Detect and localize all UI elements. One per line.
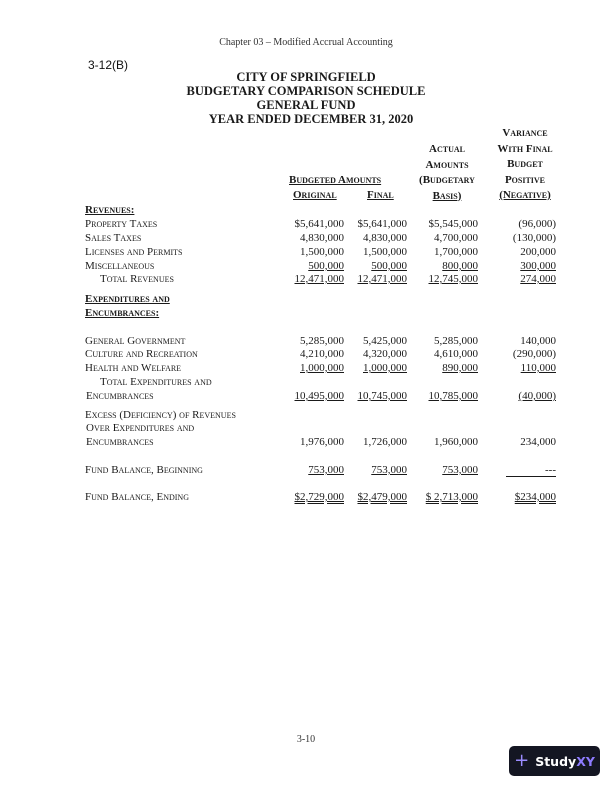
section-heading-encumbrances: Encumbrances: (85, 307, 160, 319)
page-number: 3-10 (296, 734, 316, 745)
col-header-variance: Variance With Final Budget Positive (Negative) (497, 127, 553, 201)
col-header-final: Final (367, 189, 394, 201)
title-year: YEAR ENDED DECEMBER 31, 2020 (208, 112, 414, 126)
chapter-header: Chapter 03 – Modified Accrual Accounting (219, 37, 393, 48)
title-fund: GENERAL FUND (256, 98, 356, 112)
section-heading-expenditures: Expenditures and (85, 293, 170, 305)
title-schedule: BUDGETARY COMPARISON SCHEDULE (186, 84, 426, 98)
badge-text: StudyXY (535, 753, 595, 769)
col-header-budgeted-amounts: Budgeted Amounts (289, 174, 382, 186)
plus-icon: + (514, 750, 530, 771)
problem-id: 3-12(B) (88, 58, 129, 72)
studyxy-badge[interactable] (509, 746, 600, 776)
section-heading-revenues: Revenues: (85, 204, 135, 216)
col-header-actual: Actual Amounts (Budgetary Basis) (419, 143, 475, 202)
title-city: CITY OF SPRINGFIELD (236, 70, 376, 84)
schedule-title-block (0, 70, 612, 126)
col-header-original: Original (293, 189, 337, 201)
